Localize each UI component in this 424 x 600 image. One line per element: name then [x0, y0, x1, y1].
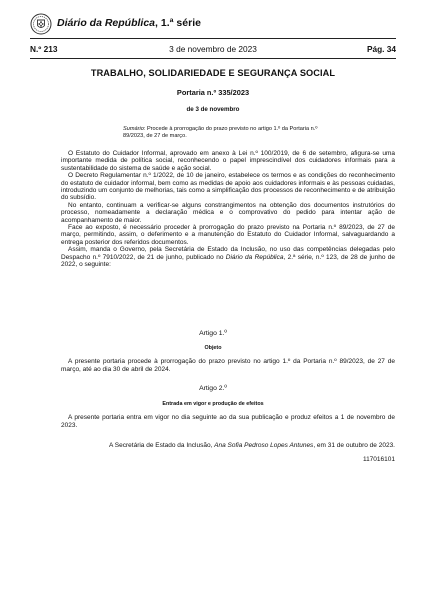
publication-header	[30, 13, 396, 35]
article-number: Artigo 1.º	[199, 330, 227, 337]
header-rule	[30, 38, 396, 39]
document-summary	[123, 126, 329, 140]
article-title-block	[30, 401, 396, 407]
article-title: Objeto	[204, 345, 222, 351]
preamble-paragraph: O Estatuto do Cuidador Informal, aprovado em anexo à Lei n.º 100/2019, de 6 de setembro, afigura-se uma importante medida de política social, reconhecendo o papel imprescindível dos cuidadores informais para a sustentabilidade do sistema de saúde e ação social.	[61, 150, 395, 172]
preamble	[61, 150, 395, 269]
signature-suffix: , em 31 de outubro de 2023.	[313, 442, 395, 449]
preamble-paragraph: O Decreto Regulamentar n.º 1/2022, de 10 de janeiro, estabelece os termos e as condições do reconhecimento do estatuto de cuidador informal, bem como as medidas de apoio aos cuidadores informais e às pessoas cuidadas, introduzindo um conjunto de melhorias, tais como a simplificação dos processos de reconhecimento e de atribuição do subsídio.	[61, 172, 395, 202]
preamble-paragraph: No entanto, continuam a verificar-se alguns constrangimentos na obtenção dos documentos instrutórios do processo, nomeadamente a declaração médica e o comprovativo do pedido para intentar ação de acompanhamento de maior.	[61, 201, 395, 224]
article-title-block	[30, 345, 396, 351]
preamble-paragraph: Face ao exposto, é necessário proceder à prorrogação do prazo previsto na Portaria n.º 89/2023, de 27 de março, permitindo, assim, o deferimento e a manutenção do Estatuto do Cuidador Informal, salvaguardando a entrega posterior dos referidos documentos.	[61, 224, 395, 246]
article-text: A presente portaria entra em vigor no dia seguinte ao da sua publicação e produz efeitos a 1 de novembro de 2023.	[61, 414, 395, 429]
preamble-text: Assim, manda o Governo, pela Secretária de Estado da Inclusão, no uso das competências delegadas pelo Despacho n.º 7910/2022, de 21 de junho, publicado no	[61, 246, 395, 261]
document-title: Portaria n.º 335/2023	[176, 88, 250, 97]
issue-meta	[30, 44, 396, 56]
signature-prefix: A Secretária de Estado da Inclusão,	[109, 442, 215, 449]
document-date: de 3 de novembro	[186, 106, 240, 113]
article-heading	[30, 385, 396, 392]
signatory-name: Ana Sofia Pedroso Lopes Antunes	[214, 442, 314, 449]
coat-of-arms-logo	[30, 13, 52, 35]
article-heading	[30, 330, 396, 337]
article-number: Artigo 2.º	[199, 385, 227, 392]
document-reference-number: 117016101	[362, 456, 395, 463]
summary-label: Sumário	[123, 126, 144, 132]
publication-title	[57, 17, 201, 29]
summary-text: : Procede à prorrogação do prazo previsto no artigo 1.º da Portaria n.º 89/2023, de 27 de março.	[123, 126, 318, 139]
signature-line	[61, 442, 395, 449]
article-text: A presente portaria procede à prorrogação do prazo previsto no artigo 1.º da Portaria n.º 89/2023, de 27 de março, até ao dia 30 de abril de 2024.	[61, 358, 395, 373]
issue-date: 3 de novembro de 2023	[169, 44, 257, 54]
section-title: TRABALHO, SOLIDARIEDADE E SEGURANÇA SOCIAL	[90, 68, 336, 78]
publication-name: Diário da República	[57, 17, 156, 29]
article-title: Entrada em vigor e produção de efeitos	[162, 401, 264, 407]
page-number: Pág. 34	[366, 44, 396, 54]
preamble-paragraph	[61, 246, 395, 268]
publication-reference: Diário da República	[225, 253, 284, 261]
issue-number: N.º 213	[30, 44, 58, 54]
preamble-text: , 2.ª série, n.º 123, de 28 de junho de 2022, o seguinte:	[61, 253, 395, 269]
meta-rule	[30, 58, 396, 59]
publication-series: , 1.ª série	[155, 17, 201, 29]
